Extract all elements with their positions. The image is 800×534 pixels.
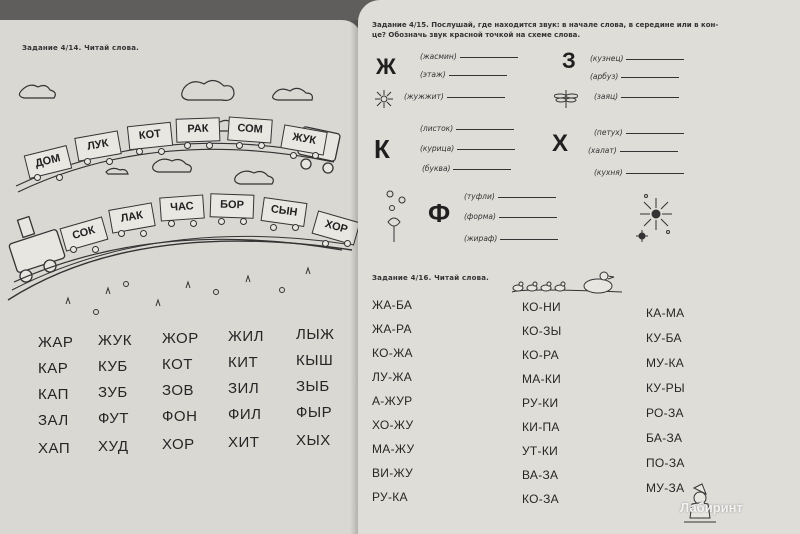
top-wagon: СОМ	[227, 116, 273, 143]
syllable-item: КУ-БА	[646, 331, 682, 345]
grass-icon	[66, 268, 310, 315]
flowers-icon	[382, 186, 412, 246]
top-wagon: ДОМ	[24, 145, 72, 179]
word-item: ЛЫЖ	[296, 326, 335, 343]
syllable-item: КО-НИ	[522, 300, 561, 314]
word-item: ЖАР	[38, 334, 74, 351]
wagon-wheel	[218, 218, 225, 225]
hint-zh-2: (этаж)	[420, 70, 507, 79]
word-item: ФУТ	[98, 410, 129, 427]
syllable-item: КИ-ПА	[522, 420, 560, 434]
word-item: КИТ	[228, 354, 259, 371]
train-illustration	[6, 68, 352, 318]
wagon-wheel	[84, 158, 91, 165]
wagon-wheel	[206, 142, 213, 149]
wagon-wheel	[240, 218, 247, 225]
letter-zh: Ж	[376, 54, 396, 79]
hint-k-2: (курица)	[420, 144, 515, 153]
syllable-item: КО-ЗЫ	[522, 324, 562, 338]
hint-kh-3: (кухня)	[594, 168, 684, 177]
letter-z: З	[562, 48, 576, 73]
word-item: ЖИЛ	[228, 328, 264, 345]
word-item: КУБ	[98, 358, 128, 375]
syllable-item: МУ-КА	[646, 356, 685, 370]
wagon-wheel	[322, 240, 329, 247]
syllable-item: БА-ЗА	[646, 431, 683, 445]
word-item: КЫШ	[296, 352, 334, 369]
syllable-item: ЛУ-ЖА	[372, 370, 413, 384]
syllable-item: МА-ЖУ	[372, 442, 415, 456]
hint-f-1: (туфли)	[464, 192, 556, 201]
wagon-wheel	[70, 246, 77, 253]
syllable-item: ЖА-РА	[372, 322, 412, 336]
syllable-item: МА-КИ	[522, 372, 562, 386]
letter-k: К	[374, 134, 390, 164]
bottom-wagon: БОР	[210, 193, 255, 219]
word-item: ЗЫБ	[296, 378, 330, 395]
word-item: КАР	[38, 360, 69, 377]
hint-z-1: (кузнец)	[590, 54, 684, 63]
word-item: ЖОР	[162, 330, 199, 347]
bottom-wagon: ЧАС	[159, 194, 205, 221]
word-item: ХИТ	[228, 434, 260, 451]
task-15-text-line-2: це? Обозначь звук красной точкой на схеме слова.	[372, 31, 581, 39]
hint-z-2: (арбуз)	[590, 72, 679, 81]
word-item: ЖУК	[98, 332, 132, 349]
flower-icon	[372, 88, 396, 110]
wagon-wheel	[158, 148, 165, 155]
right-page	[358, 0, 800, 534]
bottom-wagon: ЛАК	[108, 202, 155, 233]
top-wagon: ЛУК	[74, 130, 121, 161]
bottom-wagon: ХОР	[312, 210, 361, 245]
dandelion-icon	[634, 192, 674, 244]
word-item: ФИЛ	[228, 406, 262, 423]
labirint-watermark: Лабиринт	[680, 500, 743, 515]
letter-kh: Х	[552, 130, 569, 157]
hint-f-3: (жираф)	[464, 234, 558, 243]
syllable-item: МУ-ЗА	[646, 481, 685, 495]
syllable-item: ПО-ЗА	[646, 456, 685, 470]
wagon-wheel	[168, 220, 175, 227]
letter-f: Ф	[428, 198, 451, 228]
word-item: ЗАЛ	[38, 412, 69, 429]
syllable-item: ЖА-БА	[372, 298, 413, 312]
left-page	[0, 20, 362, 534]
wagon-wheel	[184, 142, 191, 149]
dragonfly-icon	[554, 88, 578, 110]
word-item: ЗОВ	[162, 382, 195, 399]
wagon-wheel	[258, 142, 265, 149]
syllable-item: РУ-КИ	[522, 396, 559, 410]
wagon-wheel	[290, 152, 297, 159]
word-item: ФОН	[162, 408, 198, 425]
syllable-item: РО-ЗА	[646, 406, 684, 420]
syllable-item: КУ-РЫ	[646, 381, 685, 395]
word-item: ХУД	[98, 438, 129, 455]
wagon-wheel	[106, 158, 113, 165]
word-item: ЗИЛ	[228, 380, 260, 397]
hint-zh-1: (жасмин)	[420, 52, 518, 61]
hint-kh-2: (халат)	[588, 146, 678, 155]
syllable-item: КО-РА	[522, 348, 559, 362]
bottom-wagon: СЫН	[261, 197, 308, 227]
hint-f-2: (форма)	[464, 212, 557, 221]
syllable-item: ХО-ЖУ	[372, 418, 414, 432]
top-wagon: ЖУК	[280, 124, 327, 155]
wagon-wheel	[56, 174, 63, 181]
syllable-item: КА-МА	[646, 306, 685, 320]
wagon-wheel	[136, 148, 143, 155]
task-14-title: Задание 4/14. Читай слова.	[22, 44, 140, 52]
word-item: ХЫХ	[296, 432, 331, 449]
top-wagon: КОТ	[127, 122, 173, 150]
ducks-icon	[508, 268, 628, 296]
hint-zh-3: (жужжит)	[404, 92, 505, 101]
word-item: ЗУБ	[98, 384, 128, 401]
syllable-item: А-ЖУР	[372, 394, 413, 408]
hint-k-1: (листок)	[420, 124, 514, 133]
syllable-item: ВИ-ЖУ	[372, 466, 414, 480]
syllable-item: ВА-ЗА	[522, 468, 559, 482]
syllable-item: УТ-КИ	[522, 444, 559, 458]
wagon-wheel	[190, 220, 197, 227]
wagon-wheel	[236, 142, 243, 149]
word-item: ХАП	[38, 440, 71, 457]
wagon-wheel	[140, 230, 147, 237]
wagon-wheel	[118, 230, 125, 237]
bottom-wagon: СОК	[60, 216, 109, 251]
word-item: КАП	[38, 386, 69, 403]
syllable-item: РУ-КА	[372, 490, 408, 504]
wagon-wheel	[34, 174, 41, 181]
wagon-wheel	[292, 224, 299, 231]
word-item: ФЫР	[296, 404, 333, 421]
syllable-item: КО-ЖА	[372, 346, 413, 360]
task-15-text-line-1: Задание 4/15. Послушай, где находится звук: в начале слова, в середине или в кон-	[372, 21, 719, 29]
hint-kh-1: (петух)	[594, 128, 684, 137]
word-item: КОТ	[162, 356, 193, 373]
hint-z-3: (заяц)	[594, 92, 679, 101]
top-wagon: РАК	[176, 117, 221, 143]
wagon-wheel	[270, 224, 277, 231]
hint-k-3: (буква)	[422, 164, 511, 173]
syllable-item: КО-ЗА	[522, 492, 559, 506]
word-item: ХОР	[162, 436, 195, 453]
wagon-wheel	[92, 246, 99, 253]
wagon-wheel	[312, 152, 319, 159]
task-16-title: Задание 4/16. Читай слова.	[372, 274, 490, 282]
